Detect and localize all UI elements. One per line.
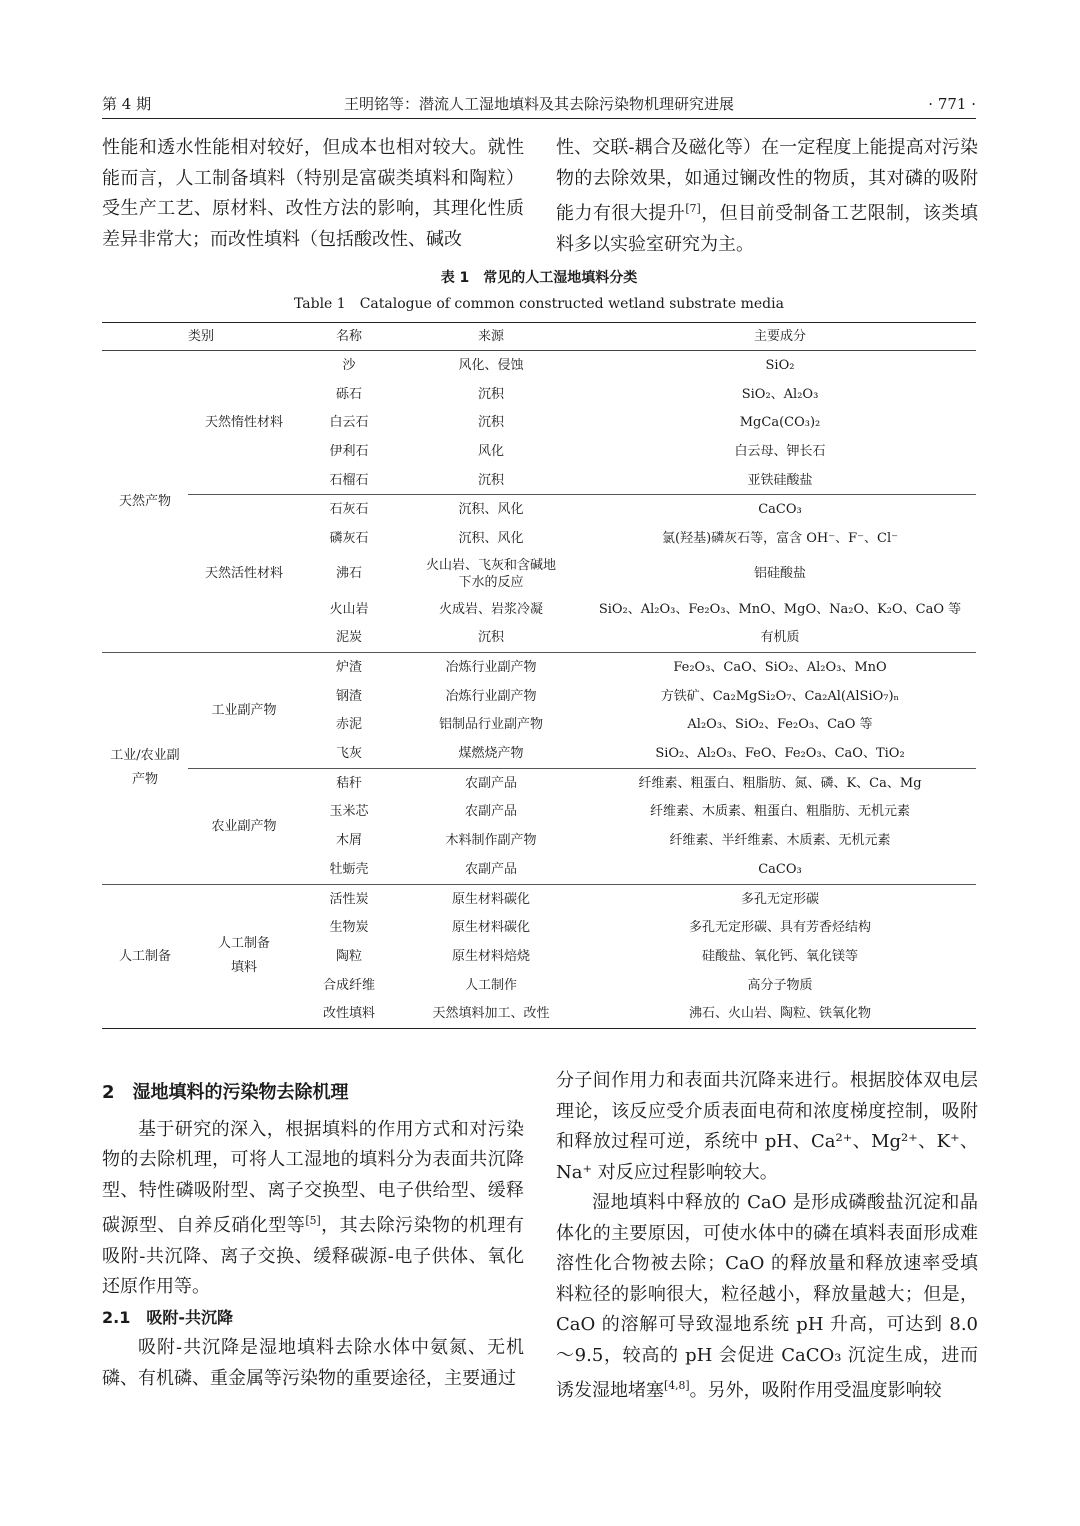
- comp-cell: 铝硅酸盐: [753, 566, 806, 582]
- comp-cell: CaCO₃: [758, 861, 802, 877]
- source-cell: 火山岩、飞灰和含碱地下水的反应: [425, 557, 556, 590]
- page-number: · 771 ·: [928, 95, 976, 113]
- table-row: [102, 884, 976, 913]
- source-cell: 煤燃烧产物: [458, 746, 524, 762]
- source-cell: 冶炼行业副产物: [445, 688, 537, 704]
- comp-cell: 高分子物质: [747, 977, 813, 993]
- comp-cell: 氯(羟基)磷灰石等，富含 OH⁻、F⁻、Cl⁻: [662, 530, 898, 546]
- name-cell: 陶粒: [335, 948, 362, 964]
- text-span: ，但目前受制备工艺限制，该类填料多以实验室研究为主。: [556, 203, 978, 255]
- text-span: 。另外，吸附作用受温度影响较: [689, 1380, 942, 1401]
- comp-cell: 硅酸盐、氧化钙、氧化镁等: [701, 948, 858, 964]
- col-header: 类别: [102, 323, 300, 351]
- comp-cell: 有机质: [760, 630, 800, 646]
- body-text: [556, 133, 978, 260]
- comp-cell: 纤维素、木质素、粗蛋白、粗脂肪、无机元素: [649, 804, 910, 820]
- source-cell: 农副产品: [464, 804, 517, 820]
- source-cell: 沉积: [477, 386, 504, 402]
- comp-cell: SiO₂、Al₂O₃、Fe₂O₃、MnO、MgO、Na₂O、K₂O、CaO 等: [598, 601, 962, 617]
- source-cell: 农副产品: [464, 861, 517, 877]
- comp-cell: MgCa(CO₃)₂: [739, 415, 821, 431]
- source-cell: 冶炼行业副产物: [398, 653, 584, 682]
- source-cell: 风化: [477, 443, 504, 459]
- name-cell: 牡蛎壳: [329, 861, 369, 877]
- name-cell: 石灰石: [300, 495, 398, 524]
- citation: [4,8]: [664, 1379, 690, 1392]
- name-cell: 钢渣: [335, 688, 362, 704]
- table-row: [102, 768, 976, 797]
- name-cell: 炉渣: [300, 653, 398, 682]
- comp-cell: 多孔无定形碳: [584, 884, 976, 913]
- source-cell: 沉积、风化: [458, 530, 524, 546]
- source-cell: 木料制作副产物: [445, 833, 537, 849]
- name-cell: 秸秆: [300, 768, 398, 797]
- comp-cell: 白云母、钾长石: [734, 443, 826, 459]
- table-row: [102, 351, 976, 380]
- table-row: [102, 653, 976, 682]
- source-cell: 沉积: [477, 472, 504, 488]
- bottom-left-column: [102, 1078, 524, 1394]
- name-cell: 泥炭: [335, 630, 362, 646]
- subsection-heading: 2.1 吸附-共沉降: [102, 1307, 233, 1327]
- table-caption-cn: 表 1 常见的人工湿地填料分类: [440, 270, 638, 286]
- name-cell: 磷灰石: [329, 530, 369, 546]
- comp-cell: Al₂O₃、SiO₂、Fe₂O₃、CaO 等: [687, 717, 873, 733]
- source-cell: 人工制作: [464, 977, 517, 993]
- subgroup-cell: 农业副产物: [188, 768, 300, 884]
- name-cell: 伊利石: [329, 443, 369, 459]
- source-cell: 铝制品行业副产物: [438, 717, 543, 733]
- body-text: 分子间作用力和表面共沉降来进行。根据胶体双电层理论，该反应受介质表面电荷和浓度梯度控制，吸附和释放过程可逆，系统中 pH、Ca²⁺、Mg²⁺、K⁺、Na⁺ 对反应过程影响较大。: [556, 1070, 978, 1183]
- source-cell: 风化、侵蚀: [458, 357, 524, 373]
- group-cell: 工业/农业副产物: [102, 653, 188, 885]
- comp-cell: 亚铁硅酸盐: [747, 472, 813, 488]
- comp-cell: 纤维素、半纤维素、木质素、无机元素: [669, 833, 891, 849]
- comp-cell: 多孔无定形碳、具有芳香烃结构: [688, 920, 871, 936]
- substrate-table: [102, 322, 976, 1029]
- name-cell: 生物炭: [329, 920, 369, 936]
- source-cell: 原生材料碳化: [451, 920, 530, 936]
- table-caption-en: Table 1 Catalogue of common constructed wetland substrate media: [294, 296, 784, 312]
- name-cell: 火山岩: [329, 601, 369, 617]
- source-cell: 沉积、风化: [398, 495, 584, 524]
- name-cell: 砾石: [335, 386, 362, 402]
- citation: [7]: [685, 202, 701, 215]
- comp-cell: 方铁矿、Ca₂MgSi₂O₇、Ca₂Al(AlSiO₇)ₙ: [660, 688, 900, 704]
- comp-cell: CaCO₃: [584, 495, 976, 524]
- comp-cell: SiO₂: [765, 357, 795, 373]
- citation: [5]: [305, 1214, 321, 1227]
- subgroup-cell: 天然活性材料: [188, 495, 300, 653]
- name-cell: 玉米芯: [329, 804, 369, 820]
- name-cell: 沙: [342, 357, 356, 373]
- bottom-right-column: [556, 1066, 978, 1407]
- subgroup-cell: 天然惰性材料: [204, 415, 283, 431]
- col-header: 主要成分: [584, 323, 976, 351]
- text-span: 性、交联-耦合及磁化等）在一定程度上能提高对污染物的去除效果，如通过镧改性的物质，其对磷的吸附能力有很大提升: [556, 137, 978, 224]
- section-heading: 2 湿地填料的污染物去除机理: [102, 1082, 349, 1103]
- source-cell: 沉积: [477, 630, 504, 646]
- group-cell: 天然产物: [118, 493, 171, 509]
- name-cell: 沸石: [335, 566, 362, 582]
- comp-cell: Fe₂O₃、CaO、SiO₂、Al₂O₃、MnO: [584, 653, 976, 682]
- body-text: [102, 1115, 524, 1303]
- top-right-column: [556, 133, 978, 260]
- text-span: 基于研究的深入，根据填料的作用方式和对污染物的去除机理，可将人工湿地的填料分为表面共沉降型、特性磷吸附型、离子交换型、电子供给型、缓释碳源型、自养反硝化型等: [102, 1118, 524, 1236]
- comp-cell: 纤维素、粗蛋白、粗脂肪、氮、磷、K、Ca、Mg: [584, 768, 976, 797]
- source-cell: 原生材料碳化: [398, 884, 584, 913]
- text-span: ，其去除污染物的机理有吸附-共沉降、离子交换、缓释碳源-电子供体、氧化还原作用等。: [102, 1215, 525, 1297]
- issue-number: 第 4 期: [102, 95, 152, 113]
- running-header: [102, 92, 976, 119]
- source-cell: 沉积: [477, 415, 504, 431]
- name-cell: 石榴石: [329, 472, 369, 488]
- subgroup-cell: 人工制备填料: [188, 884, 300, 1028]
- name-cell: 合成纤维: [322, 977, 375, 993]
- name-cell: 白云石: [329, 415, 369, 431]
- body-text: 性能和透水性能相对较好，但成本也相对较大。就性能而言，人工制备填料（特别是富碳类填料和陶粒）受生产工艺、原材料、改性方法的影响，其理化性质差异非常大；而改性填料（包括酸改性、碱改: [102, 137, 524, 250]
- name-cell: 改性填料: [322, 1006, 375, 1022]
- body-text: 吸附-共沉降是湿地填料去除水体中氨氮、无机磷、有机磷、重金属等污染物的重要途径，主要通过: [102, 1337, 524, 1389]
- name-cell: 赤泥: [335, 717, 362, 733]
- comp-cell: SiO₂、Al₂O₃: [741, 386, 819, 402]
- col-header: 来源: [398, 323, 584, 351]
- source-cell: 火成岩、岩浆冷凝: [438, 601, 543, 617]
- source-cell: 农副产品: [398, 768, 584, 797]
- comp-cell: SiO₂、Al₂O₃、FeO、Fe₂O₃、CaO、TiO₂: [655, 746, 905, 762]
- table-row: [102, 495, 976, 524]
- group-cell: 人工制备: [102, 884, 188, 1028]
- body-text: [556, 1188, 978, 1407]
- source-cell: 原生材料焙烧: [451, 948, 530, 964]
- comp-cell: 沸石、火山岩、陶粒、铁氧化物: [688, 1006, 871, 1022]
- name-cell: 飞灰: [335, 746, 362, 762]
- col-header: 名称: [300, 323, 398, 351]
- name-cell: 活性炭: [300, 884, 398, 913]
- running-title: 王明铭等：潜流人工湿地填料及其去除污染物机理研究进展: [343, 95, 734, 113]
- table-header-row: [102, 323, 976, 351]
- top-left-column: [102, 133, 524, 255]
- source-cell: 天然填料加工、改性: [432, 1006, 550, 1022]
- subgroup-cell: 工业副产物: [188, 653, 300, 769]
- text-span: 湿地填料中释放的 CaO 是形成磷酸盐沉淀和晶体化的主要原因，可使水体中的磷在填料表面形成难溶性化合物被去除；CaO 的释放量和释放速率受填料粒径的影响很大，粒径越小，释放量越大；但是，CaO 的溶解可导致湿地系统 pH 升高，可达到 8.0～9.5，较高的 pH 会促进 CaCO₃ 沉淀生成，进而诱发湿地堵塞: [556, 1192, 978, 1401]
- name-cell: 木屑: [335, 833, 362, 849]
